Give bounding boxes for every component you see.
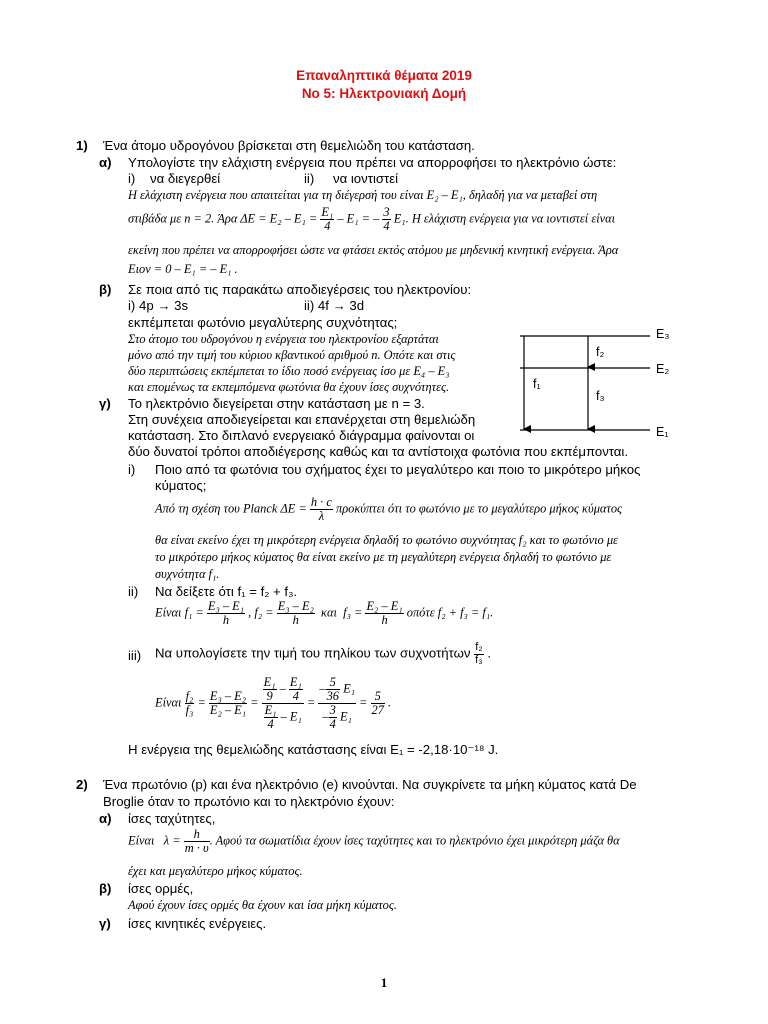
q1a-i-text: να διεγερθεί <box>150 171 221 186</box>
photon-label-f1: f₁ <box>533 377 541 391</box>
frac-num: 3 <box>383 205 390 219</box>
photon-label-f3: f₃ <box>596 389 605 403</box>
q1-statement: Ένα άτομο υδρογόνου βρίσκεται στη θεμελιώδη του κατάσταση. <box>103 138 475 153</box>
q1c-label: γ) <box>99 396 111 411</box>
ratio-compound-2 <box>318 676 356 731</box>
document-title-line1: Επαναληπτικά θέματα 2019 <box>296 68 472 83</box>
frac-den: λ <box>318 509 325 524</box>
sub-frac <box>264 704 278 731</box>
q1c-ii-label: ii) <box>128 584 139 599</box>
q1b-text2: εκπέμπεται φωτόνιο μεγαλύτερης συχνότητας; <box>128 315 398 330</box>
q2a-answer-pre: Είναι <box>128 833 155 848</box>
q1c-i-answer-post: προκύπτει ότι το φωτόνιο με το μεγαλύτερο μήκος κύματος <box>335 501 623 516</box>
page-number: 1 <box>380 975 388 990</box>
compound-2-den-tail: E₁ <box>339 709 352 724</box>
frac-den: 4 <box>292 689 299 704</box>
compound-2-den: – $\frac{3}{4}$ E₁ <box>322 703 352 732</box>
q1b-answer-line1: Στο άτομο του υδρογόνου η ενέργεια του ηλεκτρονίου εξαρτάται <box>128 332 439 346</box>
frac-num: E₂ – E₁ <box>366 599 403 613</box>
q1a-answer-line2 <box>128 206 615 233</box>
q1c-line2: Στη συνέχεια αποδιεγείρεται και επανέρχεται στη θεμελιώδη <box>128 412 476 427</box>
f2-eq: , f₂ = <box>248 605 274 620</box>
q1b-label: β) <box>99 282 112 297</box>
q1b-option-i: i) 4p → 3s <box>128 298 189 313</box>
compound-1-den <box>262 704 304 731</box>
frac-num: E₁ <box>263 675 276 689</box>
q1c-iii-answer: Είναι $\frac{\text{f₂}}{\text{f₃}}$ = $\frac{\text{E₃ – E₂}}{\text{E₂ – E₁}}$ = $\frac{\text{E₁}}{9}$ – $\frac{\text{E₁}}{4}$ $\frac{\text{E₁}}{4}$ – E₁ = – $\frac{5}{36}$ E₁ – $\frac{3}{4}$ E₁ = $\frac{5}{27}$ . <box>155 675 392 732</box>
q2a-answer-line1 <box>128 828 620 855</box>
q1c-iii-question <box>155 642 491 666</box>
q1-number: 1) <box>76 138 88 153</box>
q1c-i-answer-line2: θα είναι εκείνο έχει τη μικρότερη ενέργεια δηλαδή το φωτόνιο συχνότητας f₂ και το φωτόνιο με <box>155 533 618 547</box>
frac-den: 9 <box>266 689 273 704</box>
f1-eq: f₁ = <box>184 605 204 620</box>
level-label-e2: E₂ <box>656 362 670 376</box>
q1a-label: α) <box>99 155 112 170</box>
q1a-answer-eq1: ΔE = E₂ – E₁ = <box>240 211 318 226</box>
document-title-line2: Νο 5: Ηλεκτρονιακή Δομή <box>301 86 467 101</box>
q2b-label: β) <box>99 881 112 896</box>
f3-eq: f₃ = <box>343 605 363 620</box>
frac-num: E₁ <box>264 703 277 718</box>
frac-num: h · c <box>310 495 332 509</box>
q1a-answer-line3: εκείνη που πρέπει να απορροφήσει ώστε να φτάσει εκτός ατόμου με μηδενική κινητική ενέργεια. Άρα <box>128 243 619 257</box>
frac-den: 4 <box>329 717 336 732</box>
q1c-i-answer-line4: συχνότητα f₁. <box>155 567 220 581</box>
frac-den: f₃ <box>475 653 483 666</box>
frac-num: 5 <box>371 690 385 704</box>
q1a-text: Υπολογίστε την ελάχιστη ενέργεια που πρέπει να απορροφήσει το ηλεκτρόνιο ώστε: <box>128 155 617 170</box>
q1c-iii-answer-pre: Είναι <box>155 695 182 710</box>
q1c-ii-answer <box>155 600 493 627</box>
q1c-i-label: i) <box>128 462 136 477</box>
q1c-iii-label: iii) <box>128 648 142 663</box>
compound-2-num-tail: E₁ <box>343 681 355 696</box>
sub-frac <box>326 676 340 703</box>
q1c-i-line2: κύματος; <box>155 478 207 493</box>
q1c-iii-end: . <box>388 695 392 710</box>
q1a-answer-line4: Eιον = 0 – E₁ = – E₁ . <box>128 262 238 276</box>
q1a-answer-eq3: E₁. <box>393 211 409 226</box>
frac-den: 4 <box>267 717 274 732</box>
q1a-answer-frac1 <box>320 206 334 233</box>
q1a-answer-line2-post: Η ελάχιστη ενέργεια για να ιοντιστεί είναι <box>411 211 616 226</box>
q1c-iii-dot: . <box>487 645 492 661</box>
q2a-text: ίσες ταχύτητες, <box>128 811 216 826</box>
q1b-answer-line4: και επομένως τα εκπεμπόμενα φωτόνια θα έχουν ίσες συχνότητες. <box>128 380 450 394</box>
frac-den: h <box>222 613 230 628</box>
frac-num: E₁ <box>289 675 302 689</box>
q1a-ii-label: ii) <box>304 171 315 186</box>
q1a-i-label: i) <box>128 171 136 186</box>
q2-line2: Broglie όταν το πρωτόνιο και το ηλεκτρόνιο έχουν: <box>103 794 395 809</box>
frac-den: h <box>381 613 388 628</box>
sub-frac <box>289 676 303 703</box>
energy-level-diagram <box>500 318 690 448</box>
ratio-compound-1 <box>262 676 304 731</box>
q1c-i-answer-pre: Από τη σχέση του Planck ΔE = <box>155 501 307 516</box>
level-label-e1: E₁ <box>656 425 669 439</box>
q1c-i-answer-line3: το μικρότερο μήκος κύματος θα είναι εκείνο με τη μεγαλύτερη ενέργεια δηλαδή το φωτόνιο με <box>155 550 612 564</box>
ground-state-energy-note: Η ενέργεια της θεμελιώδης κατάστασης είναι E₁ = -2,18·10⁻¹⁸ J. <box>128 742 499 757</box>
q1a-answer-frac2 <box>382 206 390 233</box>
photon-label-f2: f₂ <box>596 345 605 359</box>
q1b-answer-line2: μόνο από την τιμή του κύριου κβαντικού αριθμού n. Οπότε και στις <box>128 348 456 362</box>
frac-den: f₃ <box>185 703 194 718</box>
ratio-result <box>371 690 385 717</box>
f1-fraction <box>207 600 245 627</box>
frac-num: E₁ <box>321 205 334 219</box>
frac-num: E₃ – E₂ <box>209 689 247 704</box>
frac-den: 36 <box>326 689 339 704</box>
compound-1-den-tail: – E₁ <box>280 709 302 724</box>
q1c-line3: κατάσταση. Στο διπλανό ενεργειακό διάγραμμα φαίνονται οι <box>128 428 475 443</box>
freq-ratio-fraction <box>474 642 484 666</box>
f2-fraction <box>277 600 315 627</box>
frac-den: h <box>292 613 299 628</box>
q1c-i-answer-line1 <box>155 496 622 523</box>
frac-den: m · υ <box>184 841 209 856</box>
q2-line1: Ένα πρωτόνιο (p) και ένα ηλεκτρόνιο (e) κινούνται. Να συγκρίνετε τα μήκη κύματος κατά De <box>103 777 637 792</box>
q1c-ii-answer-post: οπότε f₂ + f₃ = f₁. <box>406 605 494 620</box>
ratio-f2-f3 <box>185 690 195 717</box>
frac-den: 4 <box>383 219 390 234</box>
sub-frac <box>329 704 337 731</box>
frac-num: E₃ – E₂ <box>277 599 314 613</box>
frac-num: E₃ – E₁ <box>207 599 245 613</box>
q2a-answer-line2: έχει και μεγαλύτερο μήκος κύματος. <box>128 864 303 878</box>
f3-fraction <box>365 600 403 627</box>
q1a-answer-eq2: – E₁ = – <box>337 211 380 226</box>
q2b-text: ίσες ορμές, <box>128 881 194 896</box>
q2a-label: α) <box>99 811 112 826</box>
q2a-answer-post: . Αφού τα σωματίδια έχουν ίσες ταχύτητες και το ηλεκτρόνιο έχει μικρότερη μάζα θα <box>209 833 620 848</box>
q2-number: 2) <box>76 777 88 792</box>
lambda-eq: λ = <box>163 833 181 848</box>
q1a-answer-line2-pre: στιβάδα με n = 2. Άρα <box>128 211 238 226</box>
q1c-line4: δύο δυνατοί τρόποι αποδιέγερσης καθώς και τα αντίστοιχα φωτόνια που εκπέμπονται. <box>128 444 629 459</box>
frac-num: 3 <box>329 703 336 718</box>
level-label-e3: E₃ <box>656 327 670 341</box>
q1c-line1: Το ηλεκτρόνιο διεγείρεται στην κατάσταση με n = 3. <box>128 396 425 411</box>
compound-2-num: – $\frac{5}{36}$ E₁ <box>319 675 355 704</box>
q2c-text: ίσες κινητικές ενέργειες. <box>128 916 267 931</box>
frac-num: f₂ <box>475 641 483 653</box>
frac-num: h <box>184 828 210 842</box>
de-broglie-fraction <box>184 828 210 855</box>
q1c-iii-text: Να υπολογίσετε την τιμή του πηλίκου των συχνοτήτων <box>155 645 471 661</box>
and-word: και <box>321 605 337 620</box>
frac-den: 27 <box>371 703 384 718</box>
planck-fraction <box>310 496 333 523</box>
q1c-ii-text: Να δείξετε ότι f₁ = f₂ + f₃. <box>155 584 298 599</box>
q1b-text: Σε ποια από τις παρακάτω αποδιεγέρσεις του ηλεκτρονίου: <box>128 282 472 297</box>
ratio-energy-diff <box>209 690 247 717</box>
q1a-answer-line1: Η ελάχιστη ενέργεια που απαιτείται για τη διέγερσή του είναι E₂ – E₁, δηλαδή για να μεταβεί στη <box>128 188 598 202</box>
frac-den: 4 <box>324 219 331 234</box>
frac-num: 5 <box>326 676 340 690</box>
sub-frac <box>263 676 277 703</box>
q1c-ii-answer-pre: Είναι <box>155 605 182 620</box>
q1b-answer-line3: δύο περιπτώσεις εκπέμπεται το ίδιο ποσό ενέργειας ίσο με E₄ – E₃ <box>128 364 450 378</box>
q1b-option-ii: ii) 4f → 3d <box>304 298 365 313</box>
q2b-answer: Αφού έχουν ίσες ορμές θα έχουν και ίσα μήκη κύματος. <box>128 898 397 912</box>
frac-num: f₂ <box>185 689 194 704</box>
q1c-i-line1: Ποιο από τα φωτόνια του σχήματος έχει το μεγαλύτερο και ποιο το μικρότερο μήκος <box>155 462 641 477</box>
frac-den: E₂ – E₁ <box>209 703 247 718</box>
q2c-label: γ) <box>99 916 111 931</box>
q1a-ii-text: να ιοντιστεί <box>333 171 399 186</box>
compound-1-num: $\frac{\text{E₁}}{9}$ – $\frac{\text{E₁}}{4}$ <box>263 675 302 704</box>
